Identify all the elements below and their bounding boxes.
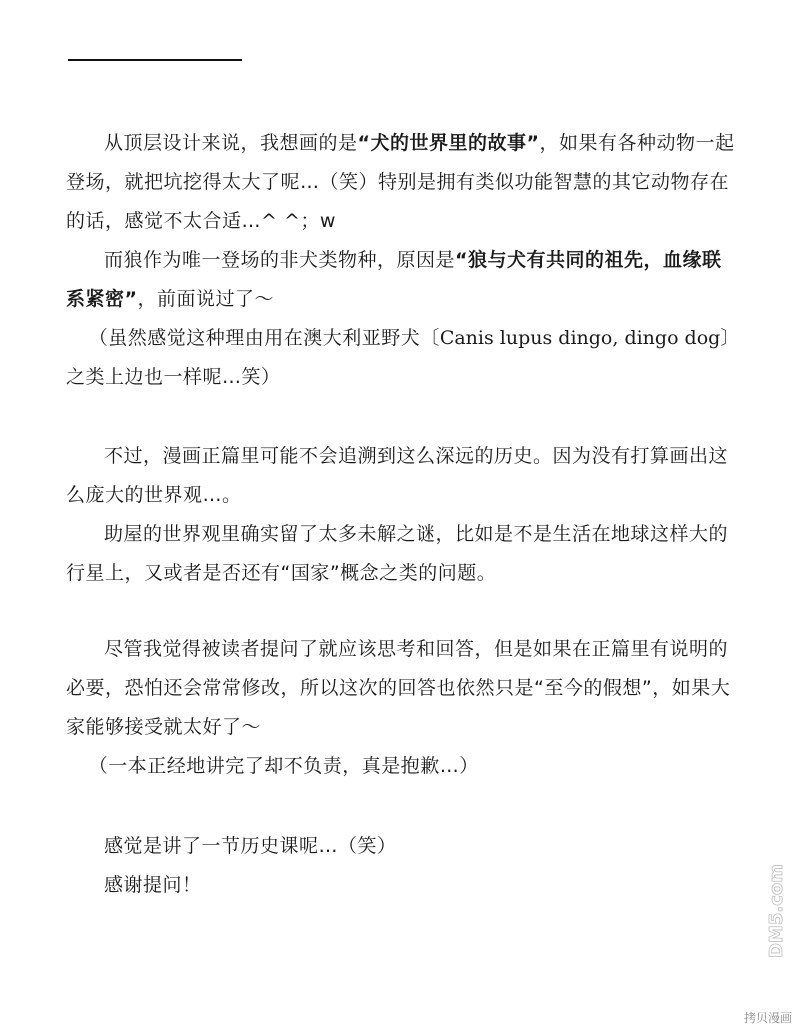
- watermark-logo-text: DM5.com: [766, 863, 787, 958]
- p7-text: （一本正经地讲完了却不负责，真是抱歉…）: [88, 755, 479, 777]
- p1-text-a: 从顶层设计来说，我想画的是: [104, 132, 358, 154]
- p3-text-a: （虽然感觉这种理由用在澳大利亚野犬〔: [88, 327, 440, 349]
- paragraph-5: [66, 515, 738, 593]
- p8-text: 感觉是讲了一节历史课呢…（笑）: [104, 835, 397, 857]
- p2-emphasis: “狼与犬有共同的祖先，血缘联系紧密”: [66, 249, 722, 310]
- p2-text-a: 而狼作为唯一登场的非犬类物种，原因是: [104, 249, 456, 271]
- p9-text: 感谢提问！: [104, 874, 202, 896]
- p6-text: 尽管我觉得被读者提问了就应该思考和回答，但是如果在正篇里有说明的必要，恐怕还会常常修改，所以这次的回答也依然只是“至今的假想”，如果大家能够接受就太好了～: [66, 638, 731, 738]
- paragraph-3-aside: [66, 319, 738, 397]
- paragraph-2: [66, 241, 738, 319]
- paragraph-7-aside: [66, 747, 738, 786]
- dm5-watermark-logo: [756, 860, 790, 960]
- watermark-caption: 拷贝漫画: [743, 1011, 792, 1025]
- paragraph-4: [66, 437, 738, 515]
- p2-text-b: ，前面说过了～: [137, 288, 275, 310]
- p1-emphasis: “犬的世界里的故事”: [357, 132, 540, 154]
- p1-text-b: ，如果有各种动物一起登场，就把坑挖得太大了呢…（笑）特别是拥有类似功能智慧的其它动物存在的话，感觉不太合适…^ ^；w: [66, 132, 735, 232]
- paragraph-9: [66, 866, 738, 905]
- p4-text: 不过，漫画正篇里可能不会追溯到这么深远的历史。因为没有打算画出这么庞大的世界观…。: [66, 445, 729, 506]
- paragraph-1: [66, 124, 738, 241]
- p3-text-b: 〕之类上边也一样呢…笑）: [66, 327, 731, 388]
- p5-text: 助屋的世界观里确实留了太多未解之谜，比如是不是生活在地球这样大的行星上，又或者是否还有“国家”概念之类的问题。: [66, 523, 729, 584]
- paragraph-6: [66, 630, 738, 747]
- p3-latin-name: Canis lupus dingo, dingo dog: [439, 327, 721, 349]
- top-divider-line: [68, 59, 242, 61]
- paragraph-8: [66, 827, 738, 866]
- article-body: [66, 124, 738, 905]
